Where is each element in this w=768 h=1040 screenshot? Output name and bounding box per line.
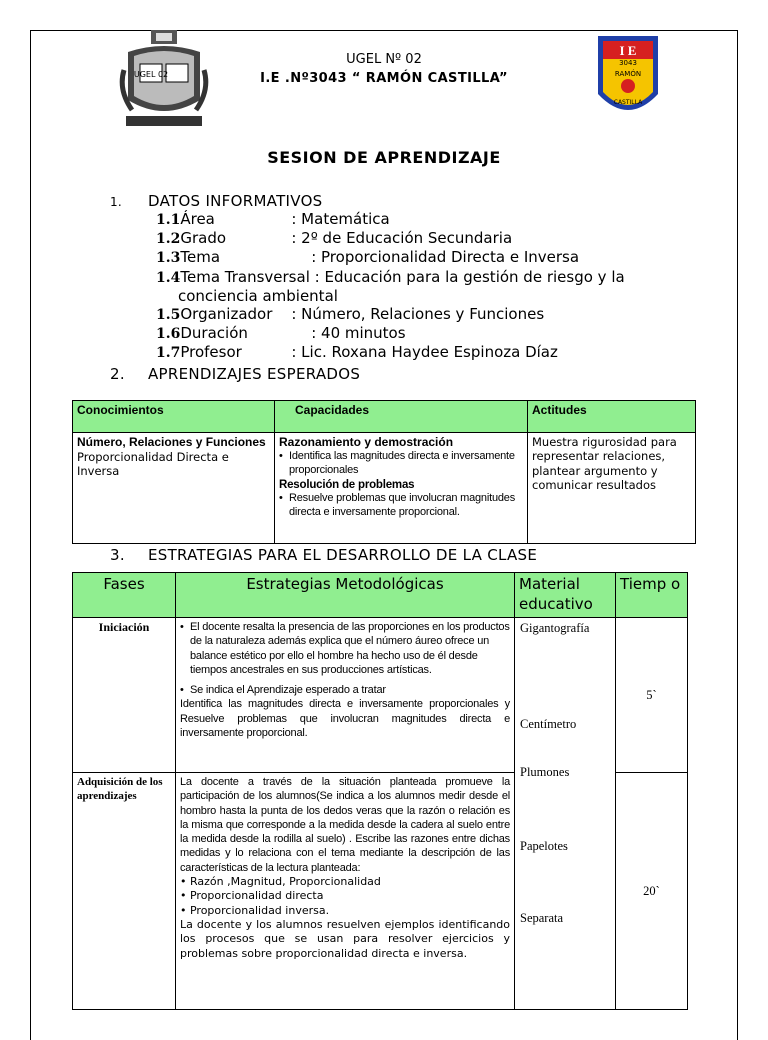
estrategia-iniciacion: • El docente resalta la presencia de las proporciones en los productos de la naturaleza además explica que el número áureo ofrece un balance estético por ello el hombre ha hecho uso de él desde tiempos ancestrales en sus producciones artísticas. • Se indica el Aprendizaje esperado a tratar Identifica las magnitudes directa e inversamente proporcionales y Resuelve problemas que involucran magnitudes directa e inversamente proporcional. — [176, 618, 515, 773]
section1-num: 1. — [110, 195, 123, 209]
aprendizajes-table — [72, 400, 696, 544]
table-header-row — [73, 401, 696, 433]
ugel-heading: UGEL Nº 02 — [346, 52, 422, 67]
section2-heading — [110, 365, 360, 383]
tiempo-iniciacion: 5` — [616, 618, 688, 773]
header-capacidades: Capacidades — [275, 401, 528, 433]
shield-top-text: RAMÓN — [614, 70, 642, 78]
cell-actitudes: Muestra rigurosidad para representar relaciones, plantear argumento y comunicar resultados — [528, 433, 696, 544]
estrategia-adquisicion: La docente a través de la situación planteada promueve la participación de los alumnos(Se indica a los alumnos medir desde el hombro hasta la punta de los dedos veras que la razón o relación es la misma que corresponde a la medida desde la cadera al suelo entre la medida desde la rodilla al suelo) . Escribe las razones entre dichas medidas y lo relaciona con el tema mediante la descripción de las características de la lectura planteada: • Razón ,Magnitud, Proporcionalidad • Proporcionalidad directa • Proporcionalidad inversa. La docente y los alumnos resuelven ejemplos identificando los procesos que se usan para resolver ejercicios y problemas sobre proporcionalidad directa e inversa. — [176, 773, 515, 1010]
material-item: Centímetro — [520, 717, 577, 731]
info-item-duracion: 1.6Duración : 40 minutos — [156, 324, 406, 343]
header-actitudes: Actitudes — [528, 401, 696, 433]
table-header-row — [73, 573, 688, 618]
header-material: Material educativo — [515, 573, 616, 618]
material-item: Separata — [520, 911, 564, 925]
material-item: Papelotes — [520, 839, 568, 853]
info-item-organizador: 1.5Organizador : Número, Relaciones y Funciones — [156, 305, 545, 324]
section3-heading — [110, 546, 537, 564]
info-item-tema-transversal: 1.4Tema Transversal : Educación para la gestión de riesgo y la — [156, 267, 625, 286]
info-item-area: 1.1Área : Matemática — [156, 210, 390, 228]
page-title: SESION DE APRENDIZAJE — [267, 148, 501, 167]
fase-iniciacion: Iniciación — [73, 618, 176, 773]
material-item: Gigantografía — [520, 621, 590, 635]
header-estrategias: Estrategias Metodológicas — [176, 573, 515, 618]
school-name: I.E .Nº3043 “ RAMÓN CASTILLA” — [260, 71, 508, 86]
estrategias-table — [72, 572, 688, 1010]
fase-adquisicion: Adquisición de los aprendizajes — [73, 773, 176, 1010]
section1-title: DATOS INFORMATIVOS — [148, 192, 323, 210]
section2-title: APRENDIZAJES ESPERADOS — [148, 365, 361, 383]
table-row — [73, 433, 696, 544]
tiempo-adquisicion: 20` — [616, 773, 688, 1010]
logo-ugel-text: UGEL 02 — [133, 70, 169, 79]
info-item-profesor: 1.7Profesor : Lic. Roxana Haydee Espinoza Díaz — [156, 343, 558, 362]
section3-title: ESTRATEGIAS PARA EL DESARROLLO DE LA CLASE — [148, 546, 538, 564]
cell-capacidades: Razonamiento y demostración • Identifica las magnitudes directa e inversamente proporcionales Resolución de problemas • Resuelve problemas que involucran magnitudes directa e inversamente proporcional. — [275, 433, 528, 544]
section1-heading — [110, 192, 323, 210]
material-cell — [515, 618, 616, 1010]
info-item-tema-transversal-cont: conciencia ambiental — [178, 286, 338, 305]
shield-bottom-text: CASTILLA — [613, 99, 643, 106]
cell-conocimientos: Número, Relaciones y Funciones Proporcionalidad Directa e Inversa — [73, 433, 275, 544]
header-fases: Fases — [73, 573, 176, 618]
header-conocimientos: Conocimientos — [73, 401, 275, 433]
header-tiempo: Tiemp o — [616, 573, 688, 618]
material-item: Plumones — [520, 765, 570, 779]
section3-num: 3. — [110, 546, 125, 564]
table-row — [73, 618, 688, 773]
section2-num: 2. — [110, 365, 125, 383]
info-item-grado: 1.2Grado : 2º de Educación Secundaria — [156, 229, 513, 248]
shield-letters: I E — [619, 43, 637, 58]
shield-number: 3043 — [619, 59, 637, 67]
info-item-tema: 1.3Tema : Proporcionalidad Directa e Inversa — [156, 248, 580, 267]
info-list — [156, 210, 696, 363]
